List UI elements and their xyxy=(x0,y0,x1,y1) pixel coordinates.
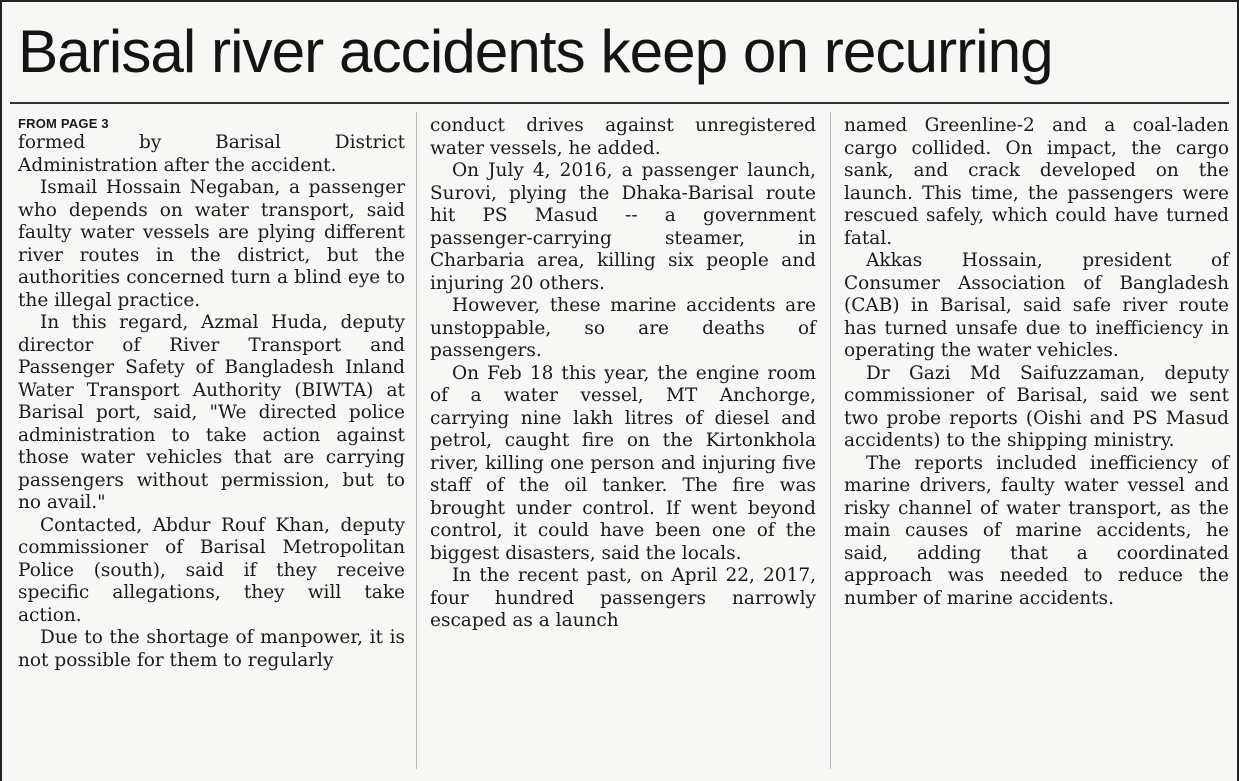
column-divider xyxy=(830,112,831,769)
paragraph: On Feb 18 this year, the engine room of a water vessel, MT Anchorge, carrying nine lakh litres of diesel and petrol, caught fire on the Kirtonkhola river, killing one person and injuring five staff of the oil tanker. The fire was brought under control. If went beyond control, it could have been one of the biggest disasters, said the locals. xyxy=(430,362,816,564)
paragraph: In this regard, Azmal Huda, deputy director of River Transport and Passenger Safety of Bangladesh Inland Water Transport Authority (BIWTA) at Barisal port, said, "We directed police administration to take action against those water vehicles that are carrying passengers without permission, but to no avail." xyxy=(18,312,405,513)
paragraph: Dr Gazi Md Saifuzzaman, deputy commissioner of Barisal, said we sent two probe reports (Oishi and PS Masud accidents) to the shipping ministry. xyxy=(844,362,1229,451)
article-column-3 xyxy=(844,115,1229,773)
paragraph: named Greenline-2 and a coal-laden cargo collided. On impact, the cargo sank, and crack developed on the launch. This time, the passengers were rescued safely, which could have turned fatal. xyxy=(844,115,1229,249)
article-headline: Barisal river accidents keep on recurring xyxy=(18,18,1053,85)
article-column-1 xyxy=(18,115,405,773)
paragraph: Akkas Hossain, president of Consumer Association of Bangladesh (CAB) in Barisal, said safe river route has turned unsafe due to inefficiency in operating the water vehicles. xyxy=(844,250,1229,361)
paragraph: However, these marine accidents are unstoppable, so are deaths of passengers. xyxy=(430,295,816,361)
headline-rule xyxy=(10,102,1229,104)
paragraph: formed by Barisal District Administration after the accident. xyxy=(18,132,405,176)
paragraph: The reports included inefficiency of marine drivers, faulty water vessel and risky channel of water transport, as the main causes of marine accidents, he said, adding that a coordinated approach was needed to reduce the number of marine accidents. xyxy=(844,452,1229,609)
continuation-kicker: FROM PAGE 3 xyxy=(18,116,109,131)
paragraph: On July 4, 2016, a passenger launch, Surovi, plying the Dhaka-Barisal route hit PS Masud -- a government passenger-carrying steamer, in Charbaria area, killing six people and injuring 20 others. xyxy=(430,160,816,294)
paragraph: Contacted, Abdur Rouf Khan, deputy commissioner of Barisal Metropolitan Police (south), said if they receive specific allegations, they will take action. xyxy=(18,514,405,626)
column-divider xyxy=(416,112,417,769)
paragraph: Due to the shortage of manpower, it is not possible for them to regularly xyxy=(18,627,405,671)
paragraph: conduct drives against unregistered water vessels, he added. xyxy=(430,115,816,159)
article-column-2 xyxy=(430,115,816,773)
paragraph: Ismail Hossain Negaban, a passenger who depends on water transport, said faulty water vessels are plying different river routes in the district, but the authorities concerned turn a blind eye to the illegal practice. xyxy=(18,177,405,311)
paragraph: In the recent past, on April 22, 2017, four hundred passengers narrowly escaped as a launch xyxy=(430,565,816,631)
